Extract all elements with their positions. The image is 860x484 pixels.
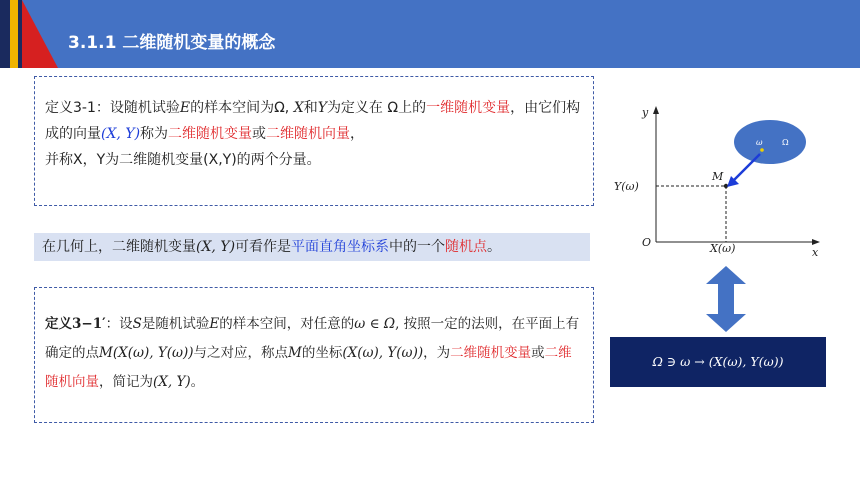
y-axis-label: y [642, 106, 649, 119]
svg-text:Ω: Ω [782, 138, 789, 147]
double-arrow-icon [704, 266, 748, 332]
svg-text:ω: ω [756, 138, 763, 147]
definition-3-1: 定义3-1：设随机试验E的样本空间为Ω, X和Y为定义在 Ω上的一维随机变量，由它们构成的向量(X, Y)称为二维随机变量或二维随机向量， 并称X，Y为二维随机变量(X,Y)的两个分量。 [34, 76, 594, 206]
x-axis-label: x [812, 246, 819, 259]
X-omega-label: X(ω) [710, 242, 736, 255]
sample-space-bubble [734, 120, 806, 164]
definition-3-1-prime: 定义3−1′：设S是随机试验E的样本空间，对任意的ω ∈ Ω, 按照一定的法则，在平面上有确定的点M(X(ω), Y(ω))与之对应，称点M的坐标(X(ω), Y(ω))，为二维随机变量或二维随机向量，简记为(X, Y)。 [34, 287, 594, 423]
page-title: 3.1.1 二维随机变量的概念 [68, 33, 276, 53]
term-2d-rv: 二维随机变量 [168, 126, 253, 142]
geometric-interpretation: 在几何上，二维随机变量(X, Y)可看作是平面直角坐标系中的一个随机点。 [34, 233, 590, 261]
mapping-box: Ω ∋ ω → (X(ω), Y(ω)) [610, 337, 826, 387]
origin-label: O [642, 236, 652, 249]
coordinate-diagram [600, 100, 840, 260]
logo-icon [0, 0, 60, 68]
M-label: M [712, 170, 724, 183]
Y-omega-label: Y(ω) [614, 180, 639, 193]
term-2d-vector: 二维随机向量 [266, 126, 351, 142]
term-1d-rv: 一维随机变量 [426, 100, 511, 116]
